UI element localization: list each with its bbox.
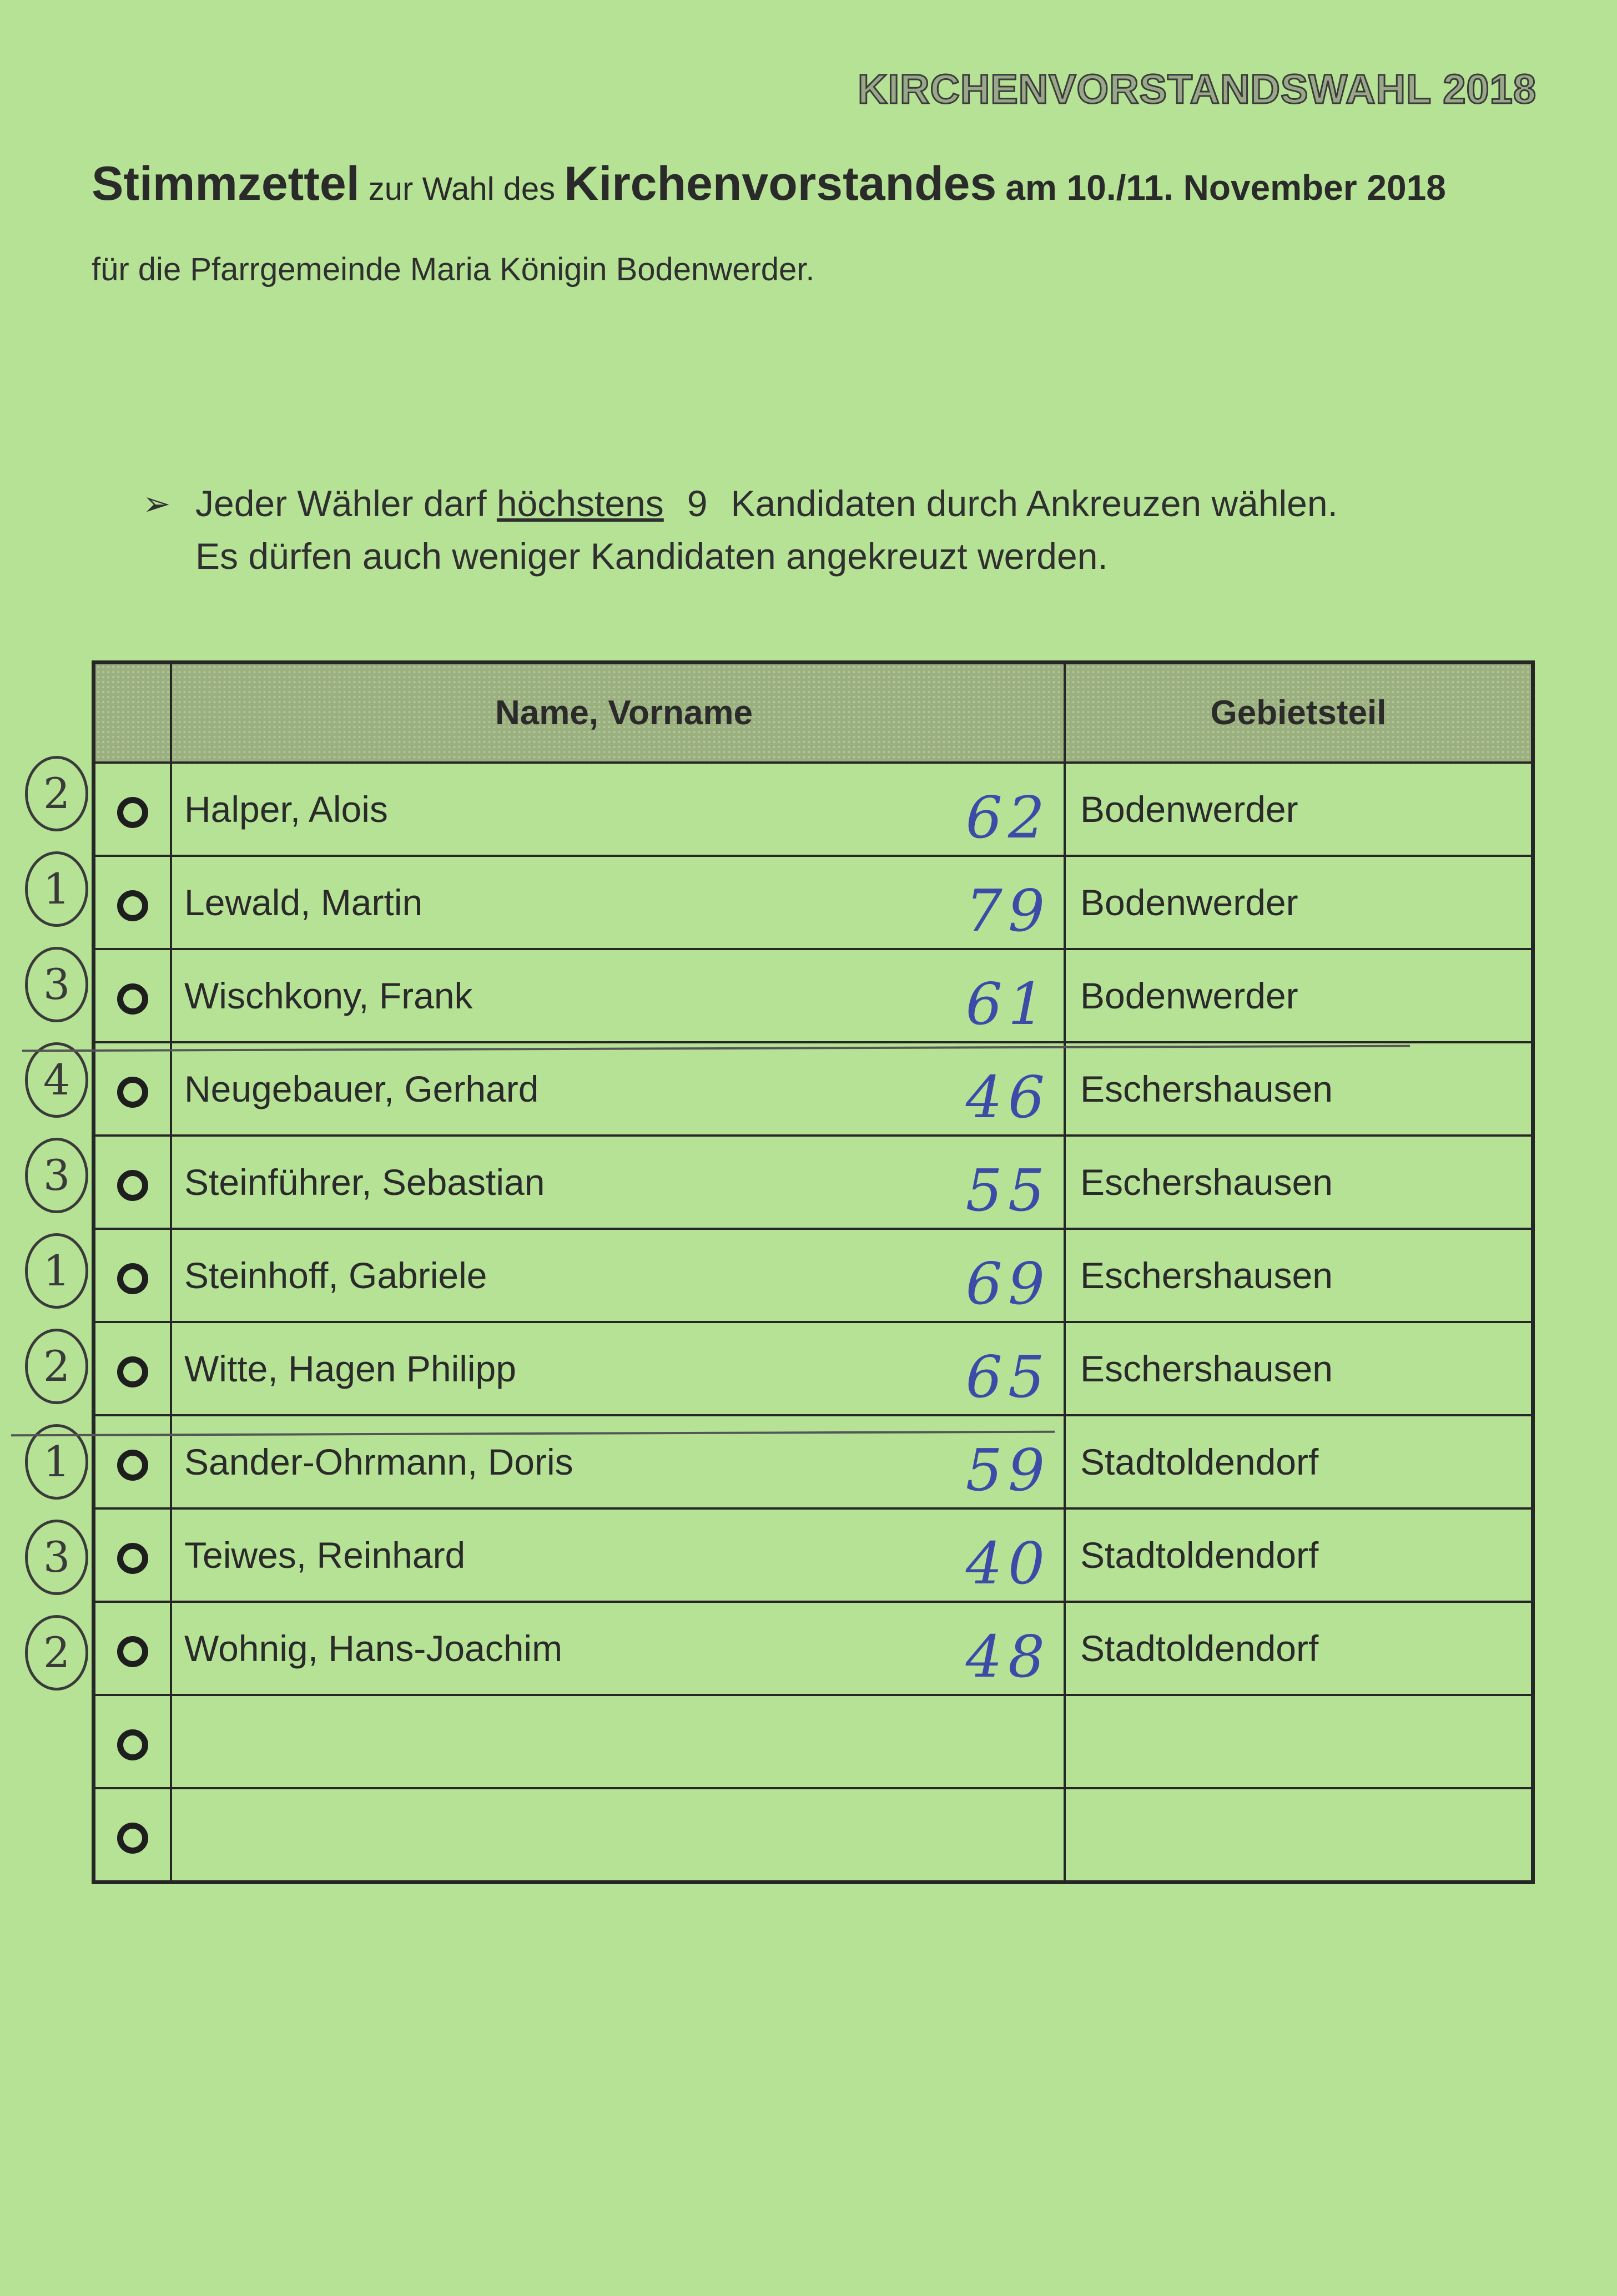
candidate-name: Steinhoff, Gabriele bbox=[184, 1255, 487, 1296]
table-row bbox=[94, 1322, 1533, 1415]
margin-circled-number: 3 bbox=[25, 1520, 88, 1595]
candidate-name-cell bbox=[171, 1136, 1065, 1229]
candidate-table bbox=[92, 660, 1535, 1884]
candidate-name: Halper, Alois bbox=[184, 789, 388, 830]
vote-circle-cell[interactable] bbox=[94, 1229, 172, 1322]
handwritten-number: 62 bbox=[965, 784, 1050, 851]
candidate-area bbox=[1065, 1695, 1533, 1788]
handwritten-number: 59 bbox=[965, 1436, 1050, 1504]
vote-circle-cell[interactable] bbox=[94, 1602, 172, 1695]
table-row bbox=[94, 1602, 1533, 1695]
margin-circled-number: 2 bbox=[25, 1329, 88, 1404]
candidate-area: Stadtoldendorf bbox=[1065, 1508, 1533, 1602]
vote-circle-icon[interactable] bbox=[117, 1729, 148, 1760]
voting-instructions bbox=[145, 477, 1338, 583]
margin-circled-number: 3 bbox=[25, 947, 88, 1022]
handwritten-number: 46 bbox=[965, 1063, 1050, 1131]
candidate-area: Stadtoldendorf bbox=[1065, 1602, 1533, 1695]
vote-circle-icon[interactable] bbox=[117, 1263, 148, 1294]
header-name: Name, Vorname bbox=[171, 663, 1065, 763]
vote-circle-cell[interactable] bbox=[94, 856, 172, 949]
candidate-name: Wischkony, Frank bbox=[184, 975, 473, 1016]
title-kirchenvorstandes: Kirchenvorstandes bbox=[564, 157, 997, 210]
vote-circle-icon[interactable] bbox=[117, 983, 148, 1015]
instruction-max-number: 9 bbox=[687, 483, 708, 524]
candidate-name-cell bbox=[171, 1229, 1065, 1322]
candidate-name-cell bbox=[171, 1042, 1065, 1136]
candidate-area: Bodenwerder bbox=[1065, 763, 1533, 856]
table-row bbox=[94, 856, 1533, 949]
vote-circle-cell[interactable] bbox=[94, 763, 172, 856]
candidate-name-cell bbox=[171, 1695, 1065, 1788]
candidate-area: Eschershausen bbox=[1065, 1042, 1533, 1136]
handwritten-number: 69 bbox=[965, 1250, 1050, 1318]
table-row bbox=[94, 949, 1533, 1042]
candidate-name: Steinführer, Sebastian bbox=[184, 1162, 545, 1203]
table-row bbox=[94, 1042, 1533, 1136]
candidate-name: Lewald, Martin bbox=[184, 882, 423, 923]
vote-circle-icon[interactable] bbox=[117, 1543, 148, 1574]
candidate-name: Teiwes, Reinhard bbox=[184, 1535, 466, 1576]
table-row bbox=[94, 1136, 1533, 1229]
header-blank-cell bbox=[94, 663, 172, 763]
vote-circle-icon[interactable] bbox=[117, 1170, 148, 1201]
handwritten-number: 65 bbox=[965, 1343, 1050, 1411]
candidate-area bbox=[1065, 1788, 1533, 1883]
vote-circle-cell[interactable] bbox=[94, 1136, 172, 1229]
candidate-name-cell bbox=[171, 856, 1065, 949]
vote-circle-icon[interactable] bbox=[117, 1450, 148, 1481]
candidate-name-cell bbox=[171, 1788, 1065, 1883]
vote-circle-icon[interactable] bbox=[117, 890, 148, 921]
table-row bbox=[94, 1788, 1533, 1883]
vote-circle-cell[interactable] bbox=[94, 1322, 172, 1415]
margin-circled-number: 4 bbox=[25, 1042, 88, 1118]
candidate-area: Stadtoldendorf bbox=[1065, 1415, 1533, 1508]
candidate-area: Bodenwerder bbox=[1065, 856, 1533, 949]
margin-circled-number: 2 bbox=[25, 756, 88, 831]
margin-circled-number: 1 bbox=[25, 851, 88, 927]
candidate-name: Witte, Hagen Philipp bbox=[184, 1348, 516, 1389]
table-row bbox=[94, 1508, 1533, 1602]
candidate-name-cell bbox=[171, 763, 1065, 856]
table-row bbox=[94, 1415, 1533, 1508]
title-connector: zur Wahl des bbox=[359, 171, 565, 207]
parish-subtitle: für die Pfarrgemeinde Maria Königin Bodenwerder. bbox=[92, 251, 815, 287]
vote-circle-icon[interactable] bbox=[117, 1636, 148, 1667]
vote-circle-icon[interactable] bbox=[117, 1823, 148, 1854]
candidate-name-cell bbox=[171, 1602, 1065, 1695]
margin-circled-number: 2 bbox=[25, 1615, 88, 1691]
arrow-bullet-icon: ➢ bbox=[143, 485, 171, 522]
candidate-area: Eschershausen bbox=[1065, 1322, 1533, 1415]
candidate-area: Eschershausen bbox=[1065, 1229, 1533, 1322]
table-row bbox=[94, 1695, 1533, 1788]
handwritten-number: 48 bbox=[965, 1623, 1050, 1691]
vote-circle-cell[interactable] bbox=[94, 1788, 172, 1883]
vote-circle-cell[interactable] bbox=[94, 1508, 172, 1602]
candidate-name-cell bbox=[171, 1415, 1065, 1508]
instruction-hoechstens: höchstens bbox=[496, 483, 664, 524]
candidate-name: Wohnig, Hans-Joachim bbox=[184, 1628, 563, 1669]
margin-circled-number: 1 bbox=[25, 1424, 88, 1500]
candidate-area: Eschershausen bbox=[1065, 1136, 1533, 1229]
vote-circle-icon[interactable] bbox=[117, 1077, 148, 1108]
table-row bbox=[94, 1229, 1533, 1322]
instruction-text-a: Jeder Wähler darf bbox=[195, 483, 497, 524]
header-area: Gebietsteil bbox=[1065, 663, 1533, 763]
vote-circle-icon[interactable] bbox=[117, 797, 148, 828]
instruction-line-1 bbox=[145, 477, 1338, 530]
handwritten-number: 61 bbox=[965, 970, 1050, 1038]
candidate-name: Neugebauer, Gerhard bbox=[184, 1068, 539, 1109]
instruction-text-b: Kandidaten durch Ankreuzen wählen. bbox=[731, 483, 1338, 524]
title-stimmzettel: Stimmzettel bbox=[92, 157, 360, 210]
title-date: am 10./11. November 2018 bbox=[1005, 168, 1446, 208]
candidate-area: Bodenwerder bbox=[1065, 949, 1533, 1042]
candidate-name-cell bbox=[171, 1508, 1065, 1602]
handwritten-number: 40 bbox=[965, 1530, 1050, 1597]
handwritten-number: 79 bbox=[965, 877, 1050, 945]
table-row bbox=[94, 763, 1533, 856]
margin-circled-number: 1 bbox=[25, 1233, 88, 1309]
candidate-name-cell bbox=[171, 949, 1065, 1042]
margin-circled-number: 3 bbox=[25, 1138, 88, 1213]
vote-circle-cell[interactable] bbox=[94, 1415, 172, 1508]
vote-circle-icon[interactable] bbox=[117, 1356, 148, 1387]
vote-circle-cell[interactable] bbox=[94, 1042, 172, 1136]
table-header-row bbox=[94, 663, 1533, 763]
election-label: KIRCHENVORSTANDSWAHL 2018 bbox=[858, 66, 1537, 112]
handwritten-number: 55 bbox=[965, 1157, 1050, 1224]
ballot-title bbox=[92, 157, 1446, 211]
vote-circle-cell[interactable] bbox=[94, 949, 172, 1042]
candidate-name: Sander-Ohrmann, Doris bbox=[184, 1441, 573, 1482]
candidate-name-cell bbox=[171, 1322, 1065, 1415]
vote-circle-cell[interactable] bbox=[94, 1695, 172, 1788]
instruction-line-2: Es dürfen auch weniger Kandidaten angekreuzt werden. bbox=[195, 536, 1108, 577]
